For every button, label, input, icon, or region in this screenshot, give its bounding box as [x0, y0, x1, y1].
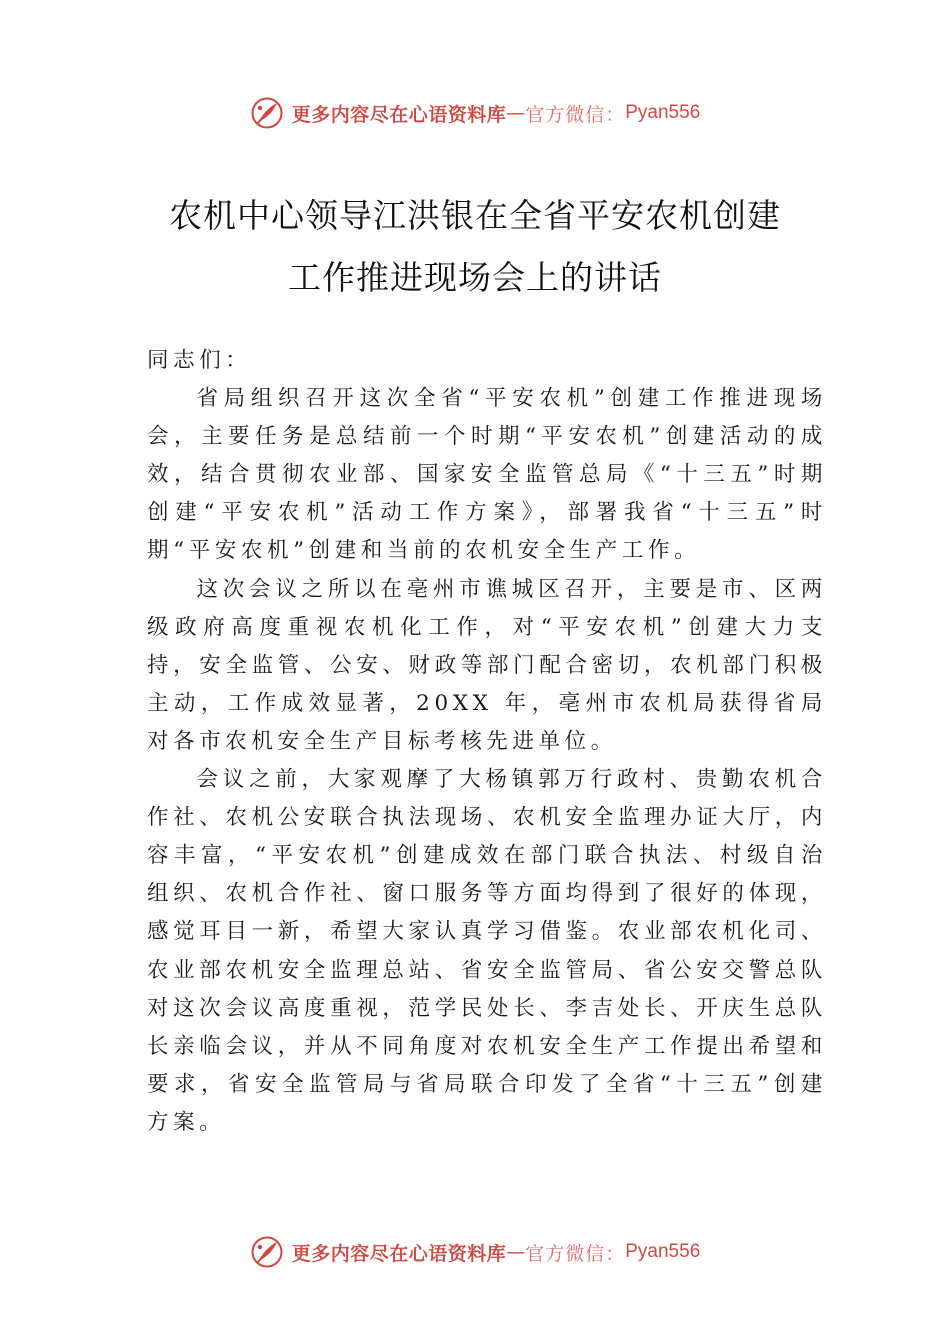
footer-brand-text: 更多内容尽在心语资料库	[291, 1242, 507, 1265]
footer-wechat-id: Pyan556	[625, 1241, 701, 1262]
quill-logo-icon	[250, 1235, 284, 1269]
header-brand-text: 更多内容尽在心语资料库	[291, 103, 507, 126]
paragraph-3: 会议之前，大家观摩了大杨镇郭万行政村、贵勤农机合作社、农机公安联合执法现场、农机安全监理办证大厅，内容丰富，“平安农机”创建成效在部门联合执法、村级自治组织、农机合作社、窗口服务等方面均得到了很好的体现，感觉耳目一新，希望大家认真学习借鉴。农业部农机化司、农业部农机安全监理总站、省安全监管局、省公安交警总队对这次会议高度重视，范学民处长、李吉处长、开庆生总队长亲临会议，并从不同角度对农机安全生产工作提出希望和要求，省安全监管局与省局联合印发了全省“十三五”创建方案。	[147, 767, 827, 1135]
document-title-line-1: 农机中心领导江洪银在全省平安农机创建	[169, 196, 781, 235]
document-title-line-2: 工作推进现场会上的讲话	[288, 258, 662, 297]
page-footer-banner	[0, 1232, 950, 1272]
header-wechat-label: 官方微信：	[525, 103, 626, 126]
salutation: 同志们：	[147, 348, 252, 373]
footer-wechat-label: 官方微信：	[525, 1242, 626, 1265]
quill-logo-icon	[250, 96, 284, 130]
header-wechat-id: Pyan556	[625, 102, 701, 123]
page-header-banner	[0, 93, 950, 133]
footer-separator: —	[506, 1241, 526, 1263]
header-separator: —	[506, 102, 526, 124]
paragraph-1: 省局组织召开这次全省“平安农机”创建工作推进现场会，主要任务是总结前一个时期“平安农机”创建活动的成效，结合贯彻农业部、国家安全监管总局《“十三五”时期创建“平安农机”活动工作方案》，部署我省“十三五”时期“平安农机”创建和当前的农机安全生产工作。	[147, 386, 827, 564]
paragraph-2: 这次会议之所以在亳州市谯城区召开，主要是市、区两级政府高度重视农机化工作，对“平安农机”创建大力支持，安全监管、公安、财政等部门配合密切，农机部门积极主动，工作成效显著，20XX 年，亳州市农机局获得省局对各市农机安全生产目标考核先进单位。	[147, 576, 827, 754]
speech-body	[147, 342, 827, 1142]
